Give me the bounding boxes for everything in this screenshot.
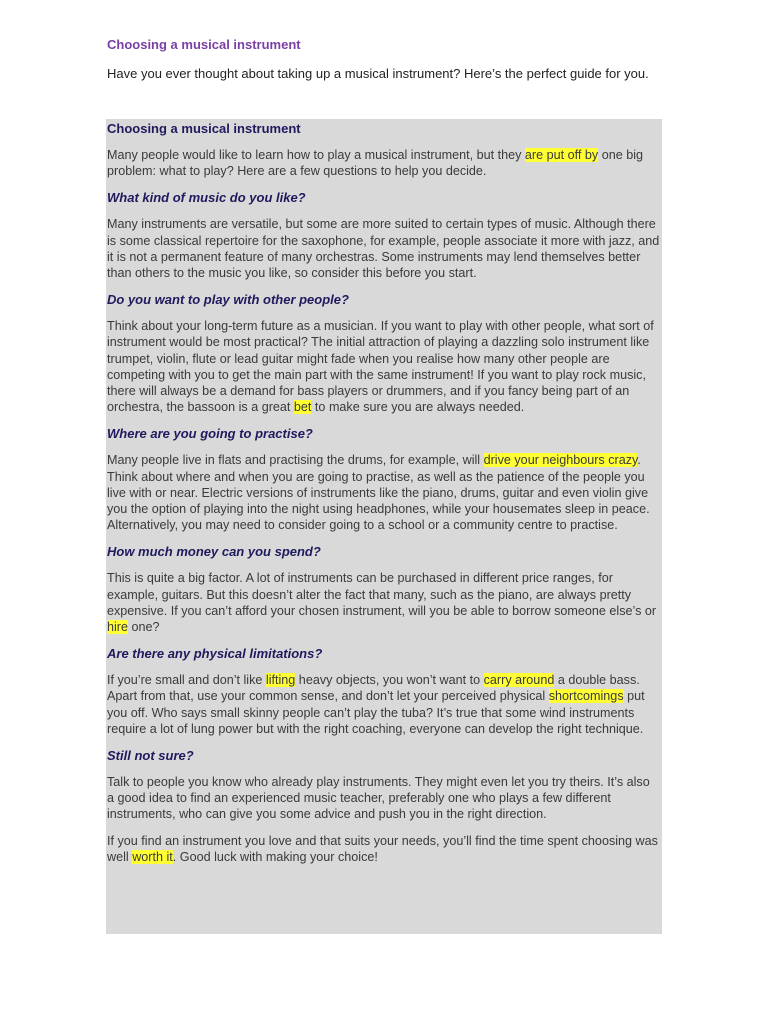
highlighted-phrase: carry around xyxy=(483,673,555,688)
article-paragraph-intro xyxy=(107,147,660,179)
article-box xyxy=(106,119,662,934)
text-run: Many people would like to learn how to play a musical instrument, but they xyxy=(107,148,525,162)
article-paragraph: Many instruments are versatile, but some are more suited to certain types of music. Although there is some classical repertoire for the saxophone, for example, people associate it more with jazz, and it is not a permanent feature of many orchestras. Some instruments may lend themselves better than others to the music you like, so consider this before you start. xyxy=(107,217,660,281)
text-run: to make sure you are always needed. xyxy=(311,400,525,415)
highlighted-phrase: worth it xyxy=(132,849,173,864)
article-title: Choosing a musical instrument xyxy=(107,121,301,136)
text-run: Think about your long-term future as a musician. If you want to play with other people, what sort of instrument would be most practical? The initial attraction of playing a dazzling solo instrument like trumpet, violin, flute or lead guitar might fade when you realise how many other people are competing with you to get the main part with the same instrument! If you want to play rock music, there will always be a demand for bass players or drummers, and if you fancy being part of an orchestra, the bassoon is a great xyxy=(107,319,654,415)
highlighted-phrase: drive your neighbours crazy xyxy=(483,453,638,468)
article-paragraph xyxy=(107,452,660,533)
text-run: heavy objects, you won’t want to xyxy=(295,673,484,688)
question-heading: Where are you going to practise? xyxy=(107,426,313,442)
text-run: a double bass. Apart from that, use your common sense, and don’t let your perceived physical xyxy=(107,673,640,704)
text-run: If you’re small and don’t like xyxy=(107,673,266,688)
page-title: Choosing a musical instrument xyxy=(107,37,301,52)
highlighted-phrase: bet xyxy=(293,400,312,415)
text-run: This is quite a big factor. A lot of instruments can be purchased in different price ranges, for example, guitars. But this doesn’t alter the fact that many, such as the piano, are always pretty expensive. If you can’t afford your chosen instrument, will you be able to borrow someone else’s or xyxy=(107,571,657,618)
text-run: If you find an instrument you love and that suits your needs, you’ll find the time spent choosing was well xyxy=(107,833,658,864)
article-paragraph xyxy=(107,318,660,415)
question-heading: What kind of music do you like? xyxy=(107,190,306,206)
article-paragraph: Talk to people you know who already play instruments. They might even let you try theirs. It’s also a good idea to find an experienced music teacher, preferably one who plays a few different instruments, who can give you some advice and push you in the right direction. xyxy=(107,775,650,822)
intro-paragraph: Have you ever thought about taking up a musical instrument? Here’s the perfect guide for you. xyxy=(107,66,649,81)
question-heading: Are there any physical limitations? xyxy=(107,646,323,662)
question-heading: Still not sure? xyxy=(107,748,194,764)
highlighted-phrase: shortcomings xyxy=(548,689,624,704)
question-heading: How much money can you spend? xyxy=(107,544,321,560)
article-paragraph xyxy=(107,570,660,635)
text-run: one? xyxy=(128,620,160,635)
article-paragraph-closing xyxy=(107,833,660,865)
text-run: Many people live in flats and practising the drums, for example, will xyxy=(107,453,484,468)
text-run: put you off. Who says small skinny people can’t play the tuba? It’s true that some wind instruments require a lot of lung power but with the right coaching, everyone can develop the right technique. xyxy=(107,689,645,736)
text-run: . Good luck with making your choice! xyxy=(172,849,378,864)
text-run: . Think about where and when you are going to practise, as well as the patience of the people you live with or near. Electric versions of instruments like the piano, drums, guitar and even violin give you the option of playing into the night using headphones, while your housemates sleep in peace. Alternatively, you may need to consider going to a school or a community centre to practise. xyxy=(107,453,650,533)
highlighted-phrase: lifting xyxy=(265,673,296,688)
article-paragraph xyxy=(107,672,660,737)
question-heading: Do you want to play with other people? xyxy=(107,292,349,308)
highlighted-phrase: hire xyxy=(107,620,128,635)
text-run: one big problem: what to play? Here are a few questions to help you decide. xyxy=(107,148,644,179)
highlighted-phrase: are put off by xyxy=(524,148,599,162)
